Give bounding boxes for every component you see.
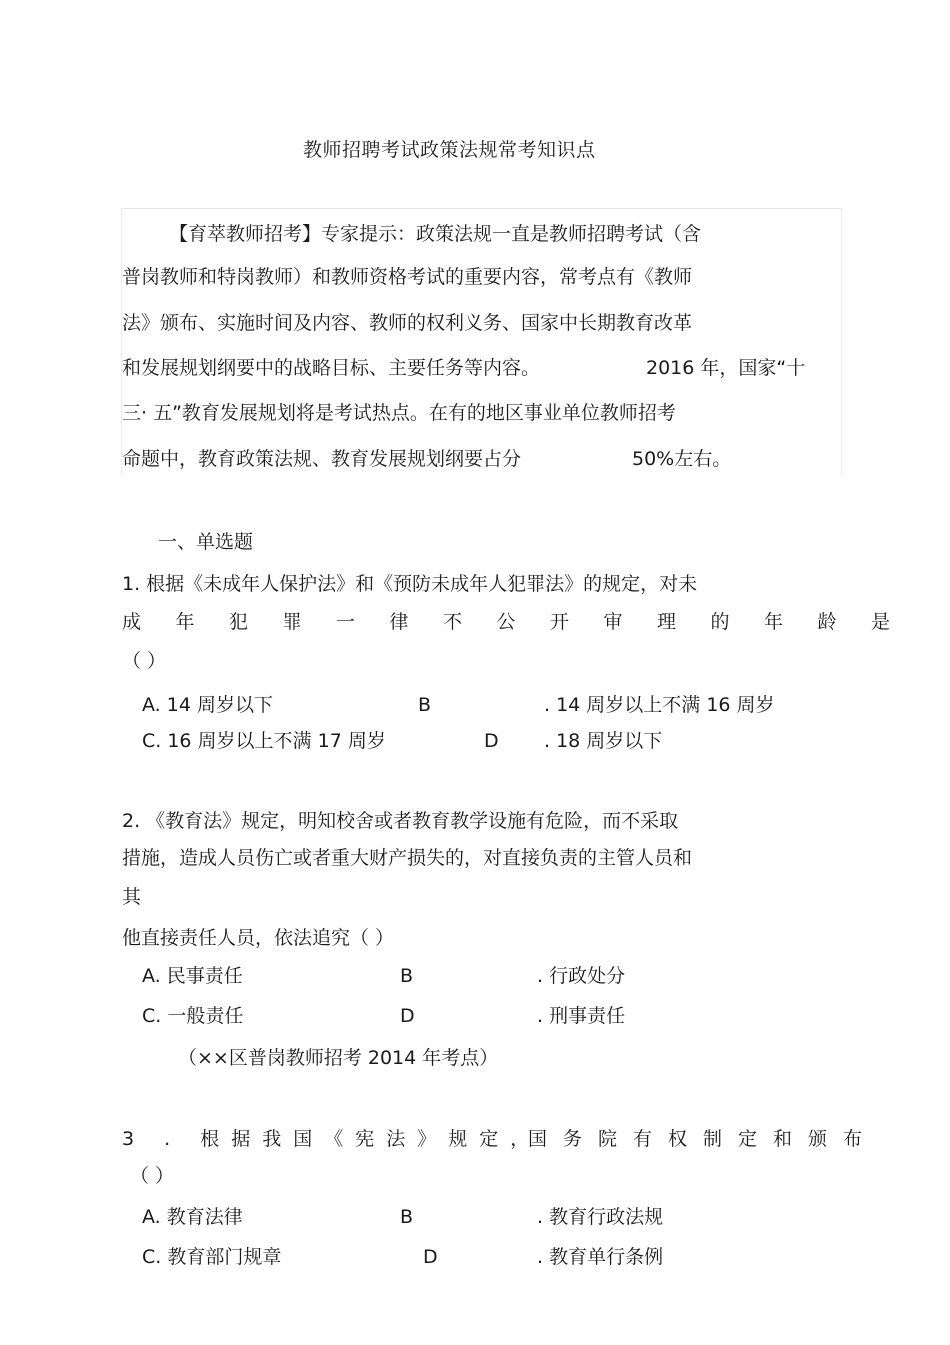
q3-option-b-letter: B — [400, 1206, 414, 1228]
q1-option-b: . 14 周岁以上不满 16 周岁 — [544, 694, 775, 716]
q3-option-a: A. 教育法律 — [142, 1206, 243, 1228]
q1-blank: （ ） — [122, 650, 167, 672]
q1-option-d-letter: D — [484, 730, 499, 752]
intro-line-2: 普岗教师和特岗教师）和教师资格考试的重要内容，常考点有《教师 — [122, 266, 693, 288]
intro-line-1: 【育萃教师招考】专家提示：政策法规一直是教师招聘考试（含 — [169, 223, 702, 245]
q2-option-b-letter: B — [400, 965, 414, 987]
q1-line-1: 1. 根据《未成年人保护法》和《预防未成年人犯罪法》的规定，对未 — [122, 573, 698, 595]
q3-option-b: . 教育行政法规 — [537, 1206, 664, 1228]
intro-line-6-percent: 50%左右。 — [632, 448, 732, 470]
q2-source-note: （××区普岗教师招考 2014 年考点） — [178, 1047, 499, 1069]
intro-line-6: 命题中，教育政策法规、教育发展规划纲要占分 — [122, 448, 522, 470]
q3-option-d-letter: D — [423, 1246, 438, 1268]
q2-option-d-letter: D — [400, 1005, 415, 1027]
q1-line-2: 成年犯罪一律不公开审理的年龄是 — [122, 611, 925, 633]
q1-option-a: A. 14 周岁以下 — [142, 694, 273, 716]
q2-line-1: 2. 《教育法》规定，明知校舍或者教育教学设施有危险，而不采取 — [122, 810, 679, 832]
q1-option-b-letter: B — [418, 694, 432, 716]
q2-line-2: 措施，造成人员伤亡或者重大财产损失的，对直接负责的主管人员和 — [122, 847, 693, 869]
intro-line-5: 三· 五”教育发展规划将是考试热点。在有的地区事业单位教师招考 — [122, 402, 676, 424]
q2-line-4: 他直接责任人员，依法追究（ ） — [122, 927, 395, 949]
q3-option-d: . 教育单行条例 — [537, 1246, 664, 1268]
q1-option-d: . 18 周岁以下 — [544, 730, 663, 752]
intro-box — [121, 208, 842, 475]
q2-option-d: . 刑事责任 — [537, 1005, 626, 1027]
q1-option-c: C. 16 周岁以上不满 17 周岁 — [142, 730, 386, 752]
q3-option-c: C. 教育部门规章 — [142, 1246, 282, 1268]
intro-line-4: 和发展规划纲要中的战略目标、主要任务等内容。 — [122, 357, 541, 379]
q3-line-1: 3 . 根据我国《宪法》规定， — [122, 1128, 542, 1150]
q2-option-b: . 行政处分 — [537, 965, 626, 987]
q2-line-3: 其 — [122, 886, 142, 908]
q3-line-1-cont: 国务院有权制定和颁布 — [528, 1128, 879, 1150]
intro-line-4-year: 2016 年，国家“十 — [646, 357, 806, 379]
intro-line-3: 法》颁布、实施时间及内容、教师的权利义务、国家中长期教育改革 — [122, 312, 693, 334]
q3-blank: （ ） — [130, 1165, 175, 1187]
section-heading: 一、单选题 — [158, 531, 254, 553]
document-title: 教师招聘考试政策法规常考知识点 — [303, 139, 596, 161]
q2-option-a: A. 民事责任 — [142, 965, 243, 987]
q2-option-c: C. 一般责任 — [142, 1005, 244, 1027]
